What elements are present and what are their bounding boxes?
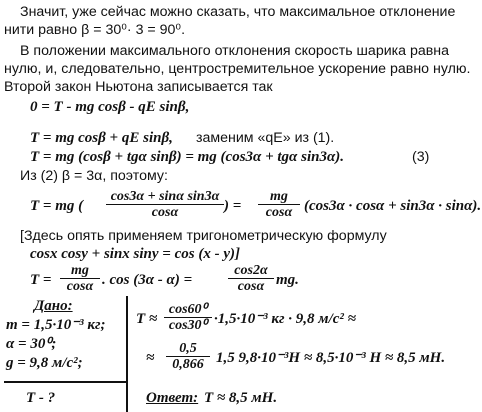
solution-1-rhs: ·1,5·10⁻³ кг · 9,8 м/с² ≈ [214, 311, 356, 327]
answer-value: T ≈ 8,5 мН. [204, 390, 278, 406]
fraction-denominator: cosα [66, 279, 94, 294]
find-tension: T - ? [26, 390, 56, 406]
text-line-2: нити равно β = 30⁰· 3 = 90⁰. [4, 22, 186, 38]
solution-1-fraction [164, 302, 212, 333]
equation-5-fraction-1 [60, 263, 100, 294]
text-line-7: [Здесь опять применяем тригонометрическую формулу [20, 228, 387, 244]
fraction-denominator: cos30⁰ [168, 318, 208, 333]
fraction-numerator: mg [258, 189, 300, 205]
equation-5-mid: . cos (3α - α) = [102, 272, 193, 288]
equation-3: T = mg (cosβ + tgα sinβ) = mg (cos3α + tgα sin3α). [30, 149, 344, 165]
equation-4-fraction-2 [258, 189, 300, 220]
text-line-6: Из (2) β = 3α, поэтому: [20, 168, 168, 184]
fraction-denominator: cosα [237, 279, 265, 294]
equation-5-rhs: mg. [276, 272, 299, 288]
given-divider-vertical [126, 296, 128, 412]
fraction-denominator: 0,866 [172, 357, 204, 372]
solution-2-lhs: ≈ [146, 350, 155, 366]
equation-2: T = mg cosβ + qE sinβ, [30, 130, 173, 146]
solution-2-fraction [166, 341, 210, 372]
equation-4-rhs: (cos3α · cosα + sin3α · sinα). [304, 198, 482, 214]
equation-3-number: (3) [412, 149, 430, 165]
text-line-5: Второй закон Ньютона записывается так [4, 79, 273, 95]
text-line-1: Значит, уже сейчас можно сказать, что максимальное отклонение [20, 4, 456, 20]
given-gravity: g = 9,8 м/с²; [6, 355, 83, 371]
fraction-numerator: cos3α + sinα sin3α [106, 189, 224, 205]
text-line-8: cosx cosy + sinx siny = cos (x - y)] [30, 246, 240, 262]
fraction-numerator: cos2α [228, 263, 274, 279]
given-mass: m = 1,5·10⁻³ кг; [6, 317, 106, 333]
given-angle: α = 30⁰; [6, 336, 57, 352]
answer-label: Ответ: [146, 390, 199, 406]
text-line-4: нулю, и, следовательно, центростремительное ускорение равно нулю. [4, 61, 471, 77]
equation-2-note: заменим «qE» из (1). [196, 130, 335, 146]
equation-4-mid: ) = [224, 198, 242, 214]
equation-4-fraction-1 [106, 189, 224, 220]
fraction-numerator: mg [60, 263, 100, 279]
equation-4-lhs: T = mg ( [30, 198, 84, 214]
fraction-numerator: 0,5 [166, 341, 210, 357]
solution-1-lhs: T ≈ [136, 311, 158, 327]
equation-1: 0 = T - mg cosβ - qE sinβ, [30, 99, 190, 115]
solution-2-rhs: 1,5 9,8·10⁻³H ≈ 8,5·10⁻³ H ≈ 8,5 мН. [216, 350, 446, 366]
fraction-denominator: cosα [265, 205, 293, 220]
given-title: Дано: [34, 298, 73, 314]
fraction-denominator: cosα [151, 205, 179, 220]
text-line-3: В положении максимального отклонения скорость шарика равна [20, 43, 450, 59]
fraction-numerator: cos60⁰ [164, 302, 212, 318]
equation-5-fraction-2 [228, 263, 274, 294]
equation-5-lhs: T = [30, 272, 52, 288]
given-divider-horizontal [4, 381, 127, 383]
